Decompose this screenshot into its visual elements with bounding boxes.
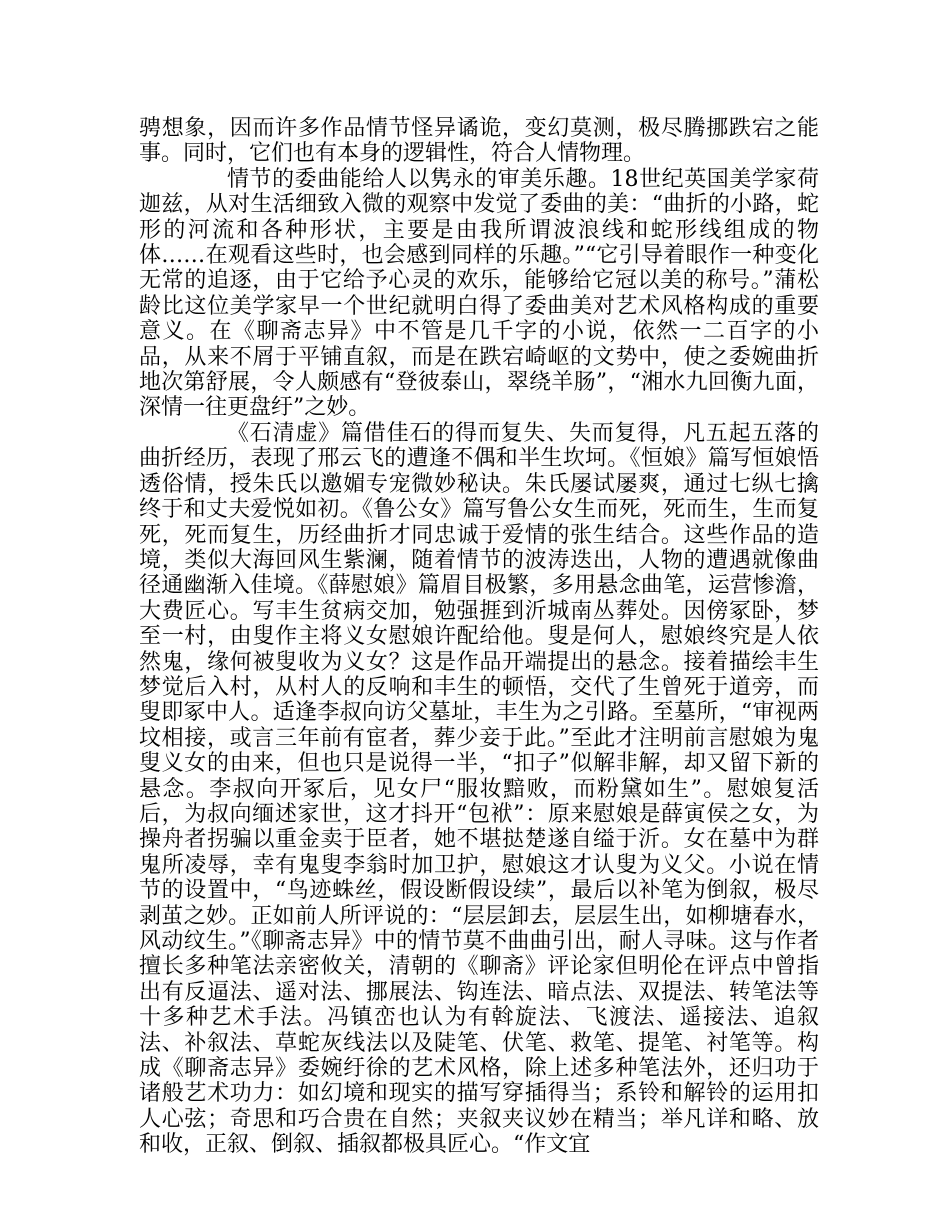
paragraph-1: 骋想象，因而许多作品情节怪异谲诡，变幻莫测，极尽腾挪跌宕之能事。同时，它们也有本身的逻辑性，符合人情物理。: [139, 116, 819, 167]
document-page: [139, 116, 819, 1158]
paragraph-2: 情节的委曲能给人以隽永的审美乐趣。18世纪英国美学家荷迦兹，从对生活细致入微的观察中发觉了委曲的美：“曲折的小路，蛇形的河流和各种形状，主要是由我所谓波浪线和蛇形线组成的物体……在观看这些时，也会感到同样的乐趣。”“它引导着眼作一种变化无常的追逐，由于它给予心灵的欢乐，能够给它冠以美的称号。”蒲松龄比这位美学家早一个世纪就明白得了委曲美对艺术风格构成的重要意义。在《聊斋志异》中不管是几千字的小说，依然一二百字的小品，从来不屑于平铺直叙，而是在跌宕崎岖的文势中，使之委婉曲折地次第舒展，令人颇感有“登彼泰山，翠绕羊肠”，“湘水九回衡九面，深情一往更盘纡”之妙。: [139, 166, 819, 421]
paragraph-3: 《石清虚》篇借佳石的得而复失、失而复得，凡五起五落的曲折经历，表现了邢云飞的遭逢不偶和半生坎坷。《恒娘》篇写恒娘悟透俗情，授朱氏以邀媚专宠微妙秘诀。朱氏屡试屡爽，通过七纵七擒终于和丈夫爱悦如初。《鲁公女》篇写鲁公女生而死，死而生，生而复死，死而复生，历经曲折才同忠诚于爱情的张生结合。这些作品的造境，类似大海回风生紫澜，随着情节的波涛迭出，人物的遭遇就像曲径通幽渐入佳境。《薛慰娘》篇眉目极繁，多用悬念曲笔，运营惨澹，大费匠心。写丰生贫病交加，勉强捱到沂城南丛葬处。因傍冢卧，梦至一村，由叟作主将义女慰娘许配给他。叟是何人，慰娘终究是人依然鬼，缘何被叟收为义女？这是作品开端提出的悬念。接着描绘丰生梦觉后入村，从村人的反响和丰生的顿悟，交代了生曾死于道旁，而叟即冢中人。适逢李叔向访父墓址，丰生为之引路。至墓所，“审视两坟相接，或言三年前有宦者，葬少妾于此。”至此才注明前言慰娘为鬼叟义女的由来，但也只是说得一半，“扣子”似解非解，却又留下新的悬念。李叔向开冢后，见女尸“服妆黯败，而粉黛如生”。慰娘复活后，为叔向缅述家世，这才抖开“包袱”：原来慰娘是薛寅侯之女，为操舟者拐骗以重金卖于臣者，她不堪挞楚遂自缢于沂。女在墓中为群鬼所凌辱，幸有鬼叟李翁时加卫护，慰娘这才认叟为义父。小说在情节的设置中，“鸟迹蛛丝，假设断假设续”，最后以补笔为倒叙，极尽剥茧之妙。正如前人所评说的：“层层卸去，层层生出，如柳塘春水，风动纹生。”《聊斋志异》中的情节莫不曲曲引出，耐人寻味。这与作者擅长多种笔法亲密攸关，清朝的《聊斋》评论家但明伦在评点中曾指出有反逼法、遥对法、挪展法、钩连法、暗点法、双提法、转笔法等十多种艺术手法。冯镇峦也认为有斡旋法、飞渡法、遥接法、追叙法、补叙法、草蛇灰线法以及陡笔、伏笔、救笔、提笔、衬笔等。构成《聊斋志异》委婉纡徐的艺术风格，除上述多种笔法外，还归功于诸般艺术功力：如幻境和现实的描写穿插得当；系铃和解铃的运用扣人心弦；奇思和巧合贵在自然；夹叙夹议妙在精当；举凡详和略、放和收，正叙、倒叙、插叙都极具匠心。“作文宜: [139, 420, 819, 1158]
